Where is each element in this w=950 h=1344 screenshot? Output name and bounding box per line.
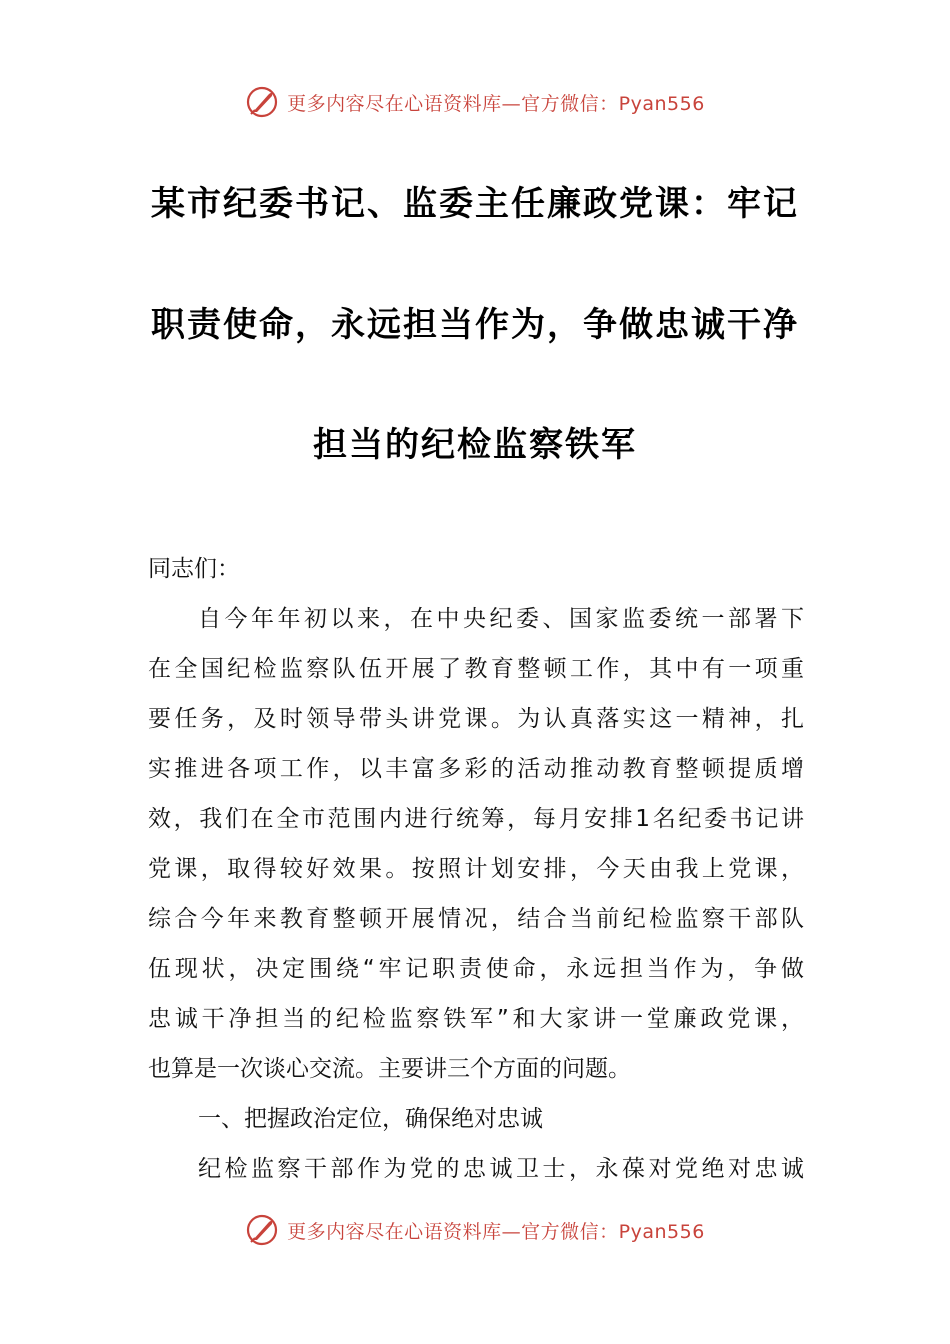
paragraph-line: 自今年年初以来，在中央纪委、国家监委统一部署下 (198, 606, 804, 632)
paragraph-line: 在全国纪检监察队伍开展了教育整顿工作，其中有一项重 (148, 656, 804, 682)
document-title-line-3: 担当的纪检监察铁军 (313, 425, 637, 465)
paragraph-line: 党课，取得较好效果。按照计划安排，今天由我上党课， (148, 856, 804, 882)
paragraph-line: 纪检监察干部作为党的忠诚卫士，永葆对党绝对忠诚 (198, 1156, 804, 1182)
header-watermark (0, 82, 950, 122)
paragraph-line: 伍现状，决定围绕“牢记职责使命，永远担当作为，争做 (148, 956, 804, 982)
quill-pen-logo-icon (245, 85, 279, 119)
paragraph-line: 效，我们在全市范围内进行统筹，每月安排1名纪委书记讲 (148, 806, 804, 832)
paragraph-line: 实推进各项工作，以丰富多彩的活动推动教育整顿提质增 (148, 756, 804, 782)
footer-watermark (0, 1210, 950, 1250)
paragraph-line: 综合今年来教育整顿开展情况，结合当前纪检监察干部队 (148, 906, 804, 932)
watermark-text: 更多内容尽在心语资料库—官方微信：Pyan556 (287, 1220, 705, 1243)
paragraph-line: 忠诚干净担当的纪检监察铁军”和大家讲一堂廉政党课， (148, 1006, 804, 1032)
document-title-line-1: 某市纪委书记、监委主任廉政党课：牢记 (151, 184, 799, 224)
quill-pen-logo-icon (245, 1213, 279, 1247)
section-heading: 一、把握政治定位，确保绝对忠诚 (198, 1106, 543, 1132)
paragraph-line: 要任务，及时领导带头讲党课。为认真落实这一精神，扎 (148, 706, 804, 732)
document-title-line-2: 职责使命，永远担当作为，争做忠诚干净 (151, 305, 799, 345)
salutation: 同志们： (148, 556, 240, 582)
paragraph-line: 也算是一次谈心交流。主要讲三个方面的问题。 (148, 1056, 631, 1082)
watermark-text: 更多内容尽在心语资料库—官方微信：Pyan556 (287, 92, 705, 115)
